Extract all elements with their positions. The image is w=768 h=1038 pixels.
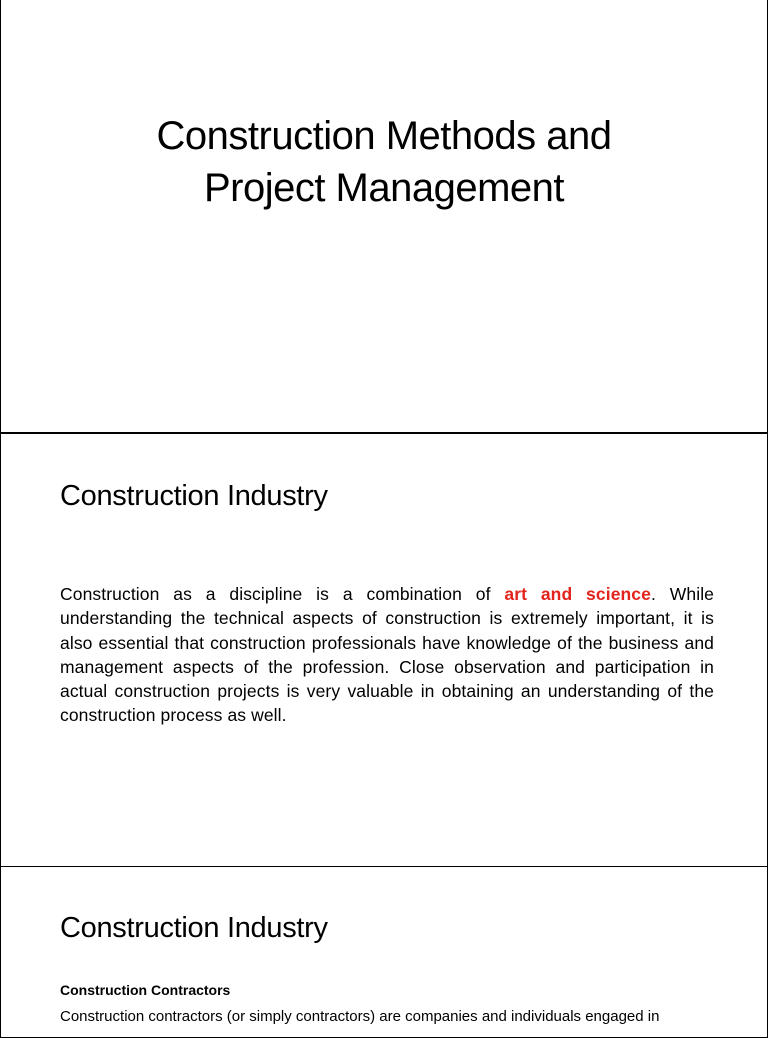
body-text-start: Construction as a discipline is a combination of <box>60 584 505 604</box>
title-line-2: Project Management <box>203 166 565 210</box>
slide-heading: Construction Industry <box>60 480 328 512</box>
slide-body-text <box>60 582 714 728</box>
slide-subheading: Construction Contractors <box>60 982 231 998</box>
highlighted-phrase: art and science <box>504 584 651 604</box>
slide-construction-industry-1 <box>0 433 768 868</box>
slide-body-text: Construction contractors (or simply contractors) are companies and individuals engaged in <box>60 1008 660 1025</box>
slide-title <box>0 0 768 433</box>
body-text-end: . While understanding the technical aspects of construction is extremely important, it is also essential that construction professionals have knowledge of the business and management aspects of the profession. Close observation and participation in actual construction projects is very valuable in obtaining an understanding of the construction process as well. <box>60 584 715 726</box>
title-line-1: Construction Methods and <box>156 114 612 158</box>
presentation-title <box>1 110 767 214</box>
slide-construction-industry-2 <box>0 866 768 1038</box>
slide-heading: Construction Industry <box>60 912 328 944</box>
